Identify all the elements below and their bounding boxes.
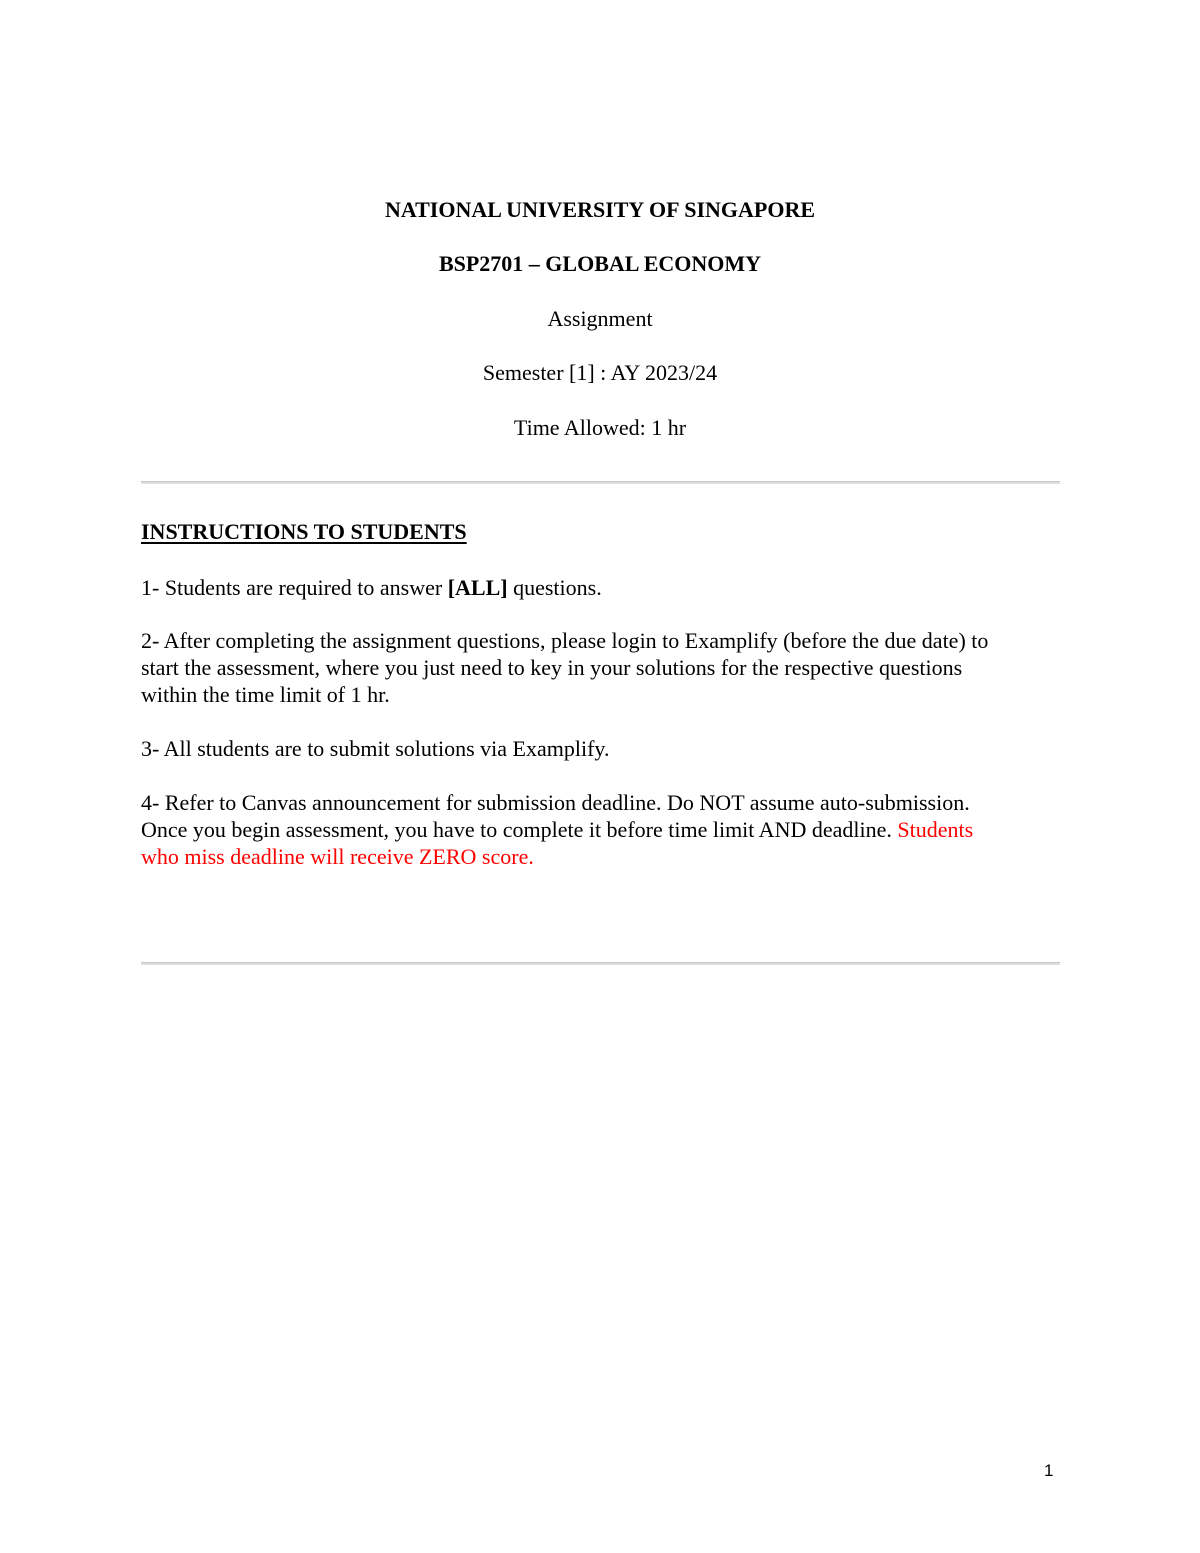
semester-line: Semester [1] : AY 2023/24 — [482, 360, 718, 385]
instruction-1-prefix: 1- Students are required to answer — [141, 575, 448, 600]
page-number: 1 — [1044, 1461, 1054, 1480]
time-allowed: Time Allowed: 1 hr — [513, 415, 687, 440]
instruction-item-2 — [141, 627, 1061, 708]
top-divider — [141, 481, 1060, 484]
instruction-item-1 — [141, 574, 1061, 601]
bottom-divider — [141, 962, 1060, 965]
course-title: BSP2701 – GLOBAL ECONOMY — [438, 251, 762, 276]
instruction-2-line-1: 2- After completing the assignment questions, please login to Examplify (before the due date) to — [141, 628, 989, 653]
deadline-warning-end: who miss deadline will receive ZERO score. — [141, 844, 534, 869]
instructions-heading: INSTRUCTIONS TO STUDENTS — [141, 519, 467, 544]
instruction-1-suffix: questions. — [507, 575, 602, 600]
instruction-item-4 — [141, 789, 1061, 870]
deadline-warning-start: Students — [897, 817, 974, 842]
instruction-4-line-2 — [141, 816, 1061, 843]
instruction-2-line-2: start the assessment, where you just need to key in your solutions for the respective questions — [141, 655, 963, 680]
instruction-3-line-1: 3- All students are to submit solutions via Examplify. — [141, 736, 610, 761]
instruction-item-3 — [141, 735, 1061, 762]
university-title: NATIONAL UNIVERSITY OF SINGAPORE — [384, 197, 816, 222]
instruction-2-line-3: within the time limit of 1 hr. — [141, 682, 390, 707]
instruction-4-line-1: 4- Refer to Canvas announcement for submission deadline. Do NOT assume auto-submission. — [141, 790, 970, 815]
document-type: Assignment — [547, 306, 653, 331]
instruction-1-line — [141, 574, 1061, 601]
instruction-1-emphasis: [ALL] — [447, 575, 508, 600]
instruction-4-line-2-plain: Once you begin assessment, you have to complete it before time limit AND deadline. — [141, 817, 898, 842]
